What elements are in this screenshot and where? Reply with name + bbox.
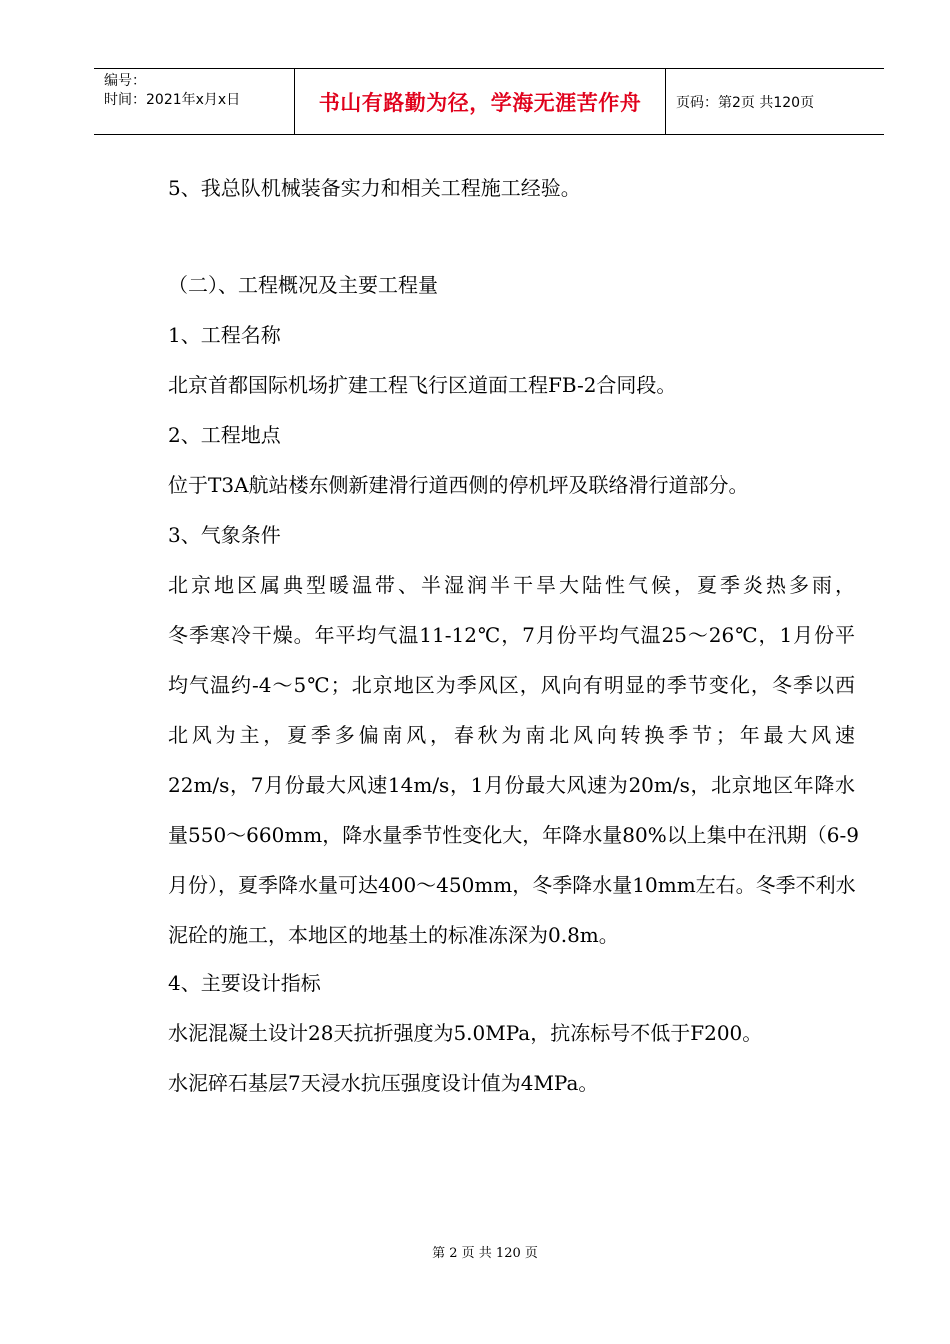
climate-line: 北京地区属典型暖温带、半湿润半干旱大陆性气候，夏季炎热多雨， [168, 573, 855, 597]
climate-line: 量550～660mm，降水量季节性变化大，年降水量80%以上集中在汛期（6-9 [168, 823, 859, 847]
item-5-text: 5、我总队机械装备实力和相关工程施工经验。 [168, 176, 581, 200]
climate-line: 22m/s，7月份最大风速14m/s，1月份最大风速为20m/s，北京地区年降水 [168, 773, 855, 797]
subsection-2-title: 2、工程地点 [168, 423, 281, 447]
design-index-text-2: 水泥碎石基层7天浸水抗压强度设计值为4MPa。 [168, 1071, 599, 1095]
subsection-1-text: 北京首都国际机场扩建工程飞行区道面工程FB-2合同段。 [168, 373, 677, 397]
climate-line: 月份），夏季降水量可达400～450mm，冬季降水量10mm左右。冬季不利水 [168, 873, 856, 897]
document-date: 时间：2021年x月x日 [104, 92, 241, 108]
climate-line: 北风为主，夏季多偏南风，春秋为南北风向转换季节；年最大风速 [168, 723, 855, 747]
header-motto: 书山有路勤为径，学海无涯苦作舟 [295, 69, 666, 134]
subsection-2-text: 位于T3A航站楼东侧新建滑行道西侧的停机坪及联络滑行道部分。 [168, 473, 749, 497]
page-header [94, 68, 884, 135]
page-footer: 第 2 页 共 120 页 [432, 1246, 538, 1261]
header-meta-cell [94, 69, 295, 134]
climate-line: 均气温约-4～5℃；北京地区为季风区，风向有明显的季节变化，冬季以西 [168, 673, 855, 697]
document-number-label: 编号： [104, 73, 146, 89]
climate-line: 泥砼的施工，本地区的地基土的标准冻深为0.8m。 [168, 923, 619, 947]
subsection-4-title: 4、主要设计指标 [168, 971, 321, 995]
subsection-3-title: 3、气象条件 [168, 523, 281, 547]
climate-line: 冬季寒冷干燥。年平均气温11-12℃，7月份平均气温25～26℃，1月份平 [168, 623, 855, 647]
section-2-heading: （二）、工程概况及主要工程量 [168, 273, 438, 297]
design-index-text-1: 水泥混凝土设计28天抗折强度为5.0MPa，抗冻标号不低于F200。 [168, 1021, 763, 1045]
subsection-1-title: 1、工程名称 [168, 323, 281, 347]
header-page-indicator: 页码：第2页 共120页 [676, 94, 815, 111]
